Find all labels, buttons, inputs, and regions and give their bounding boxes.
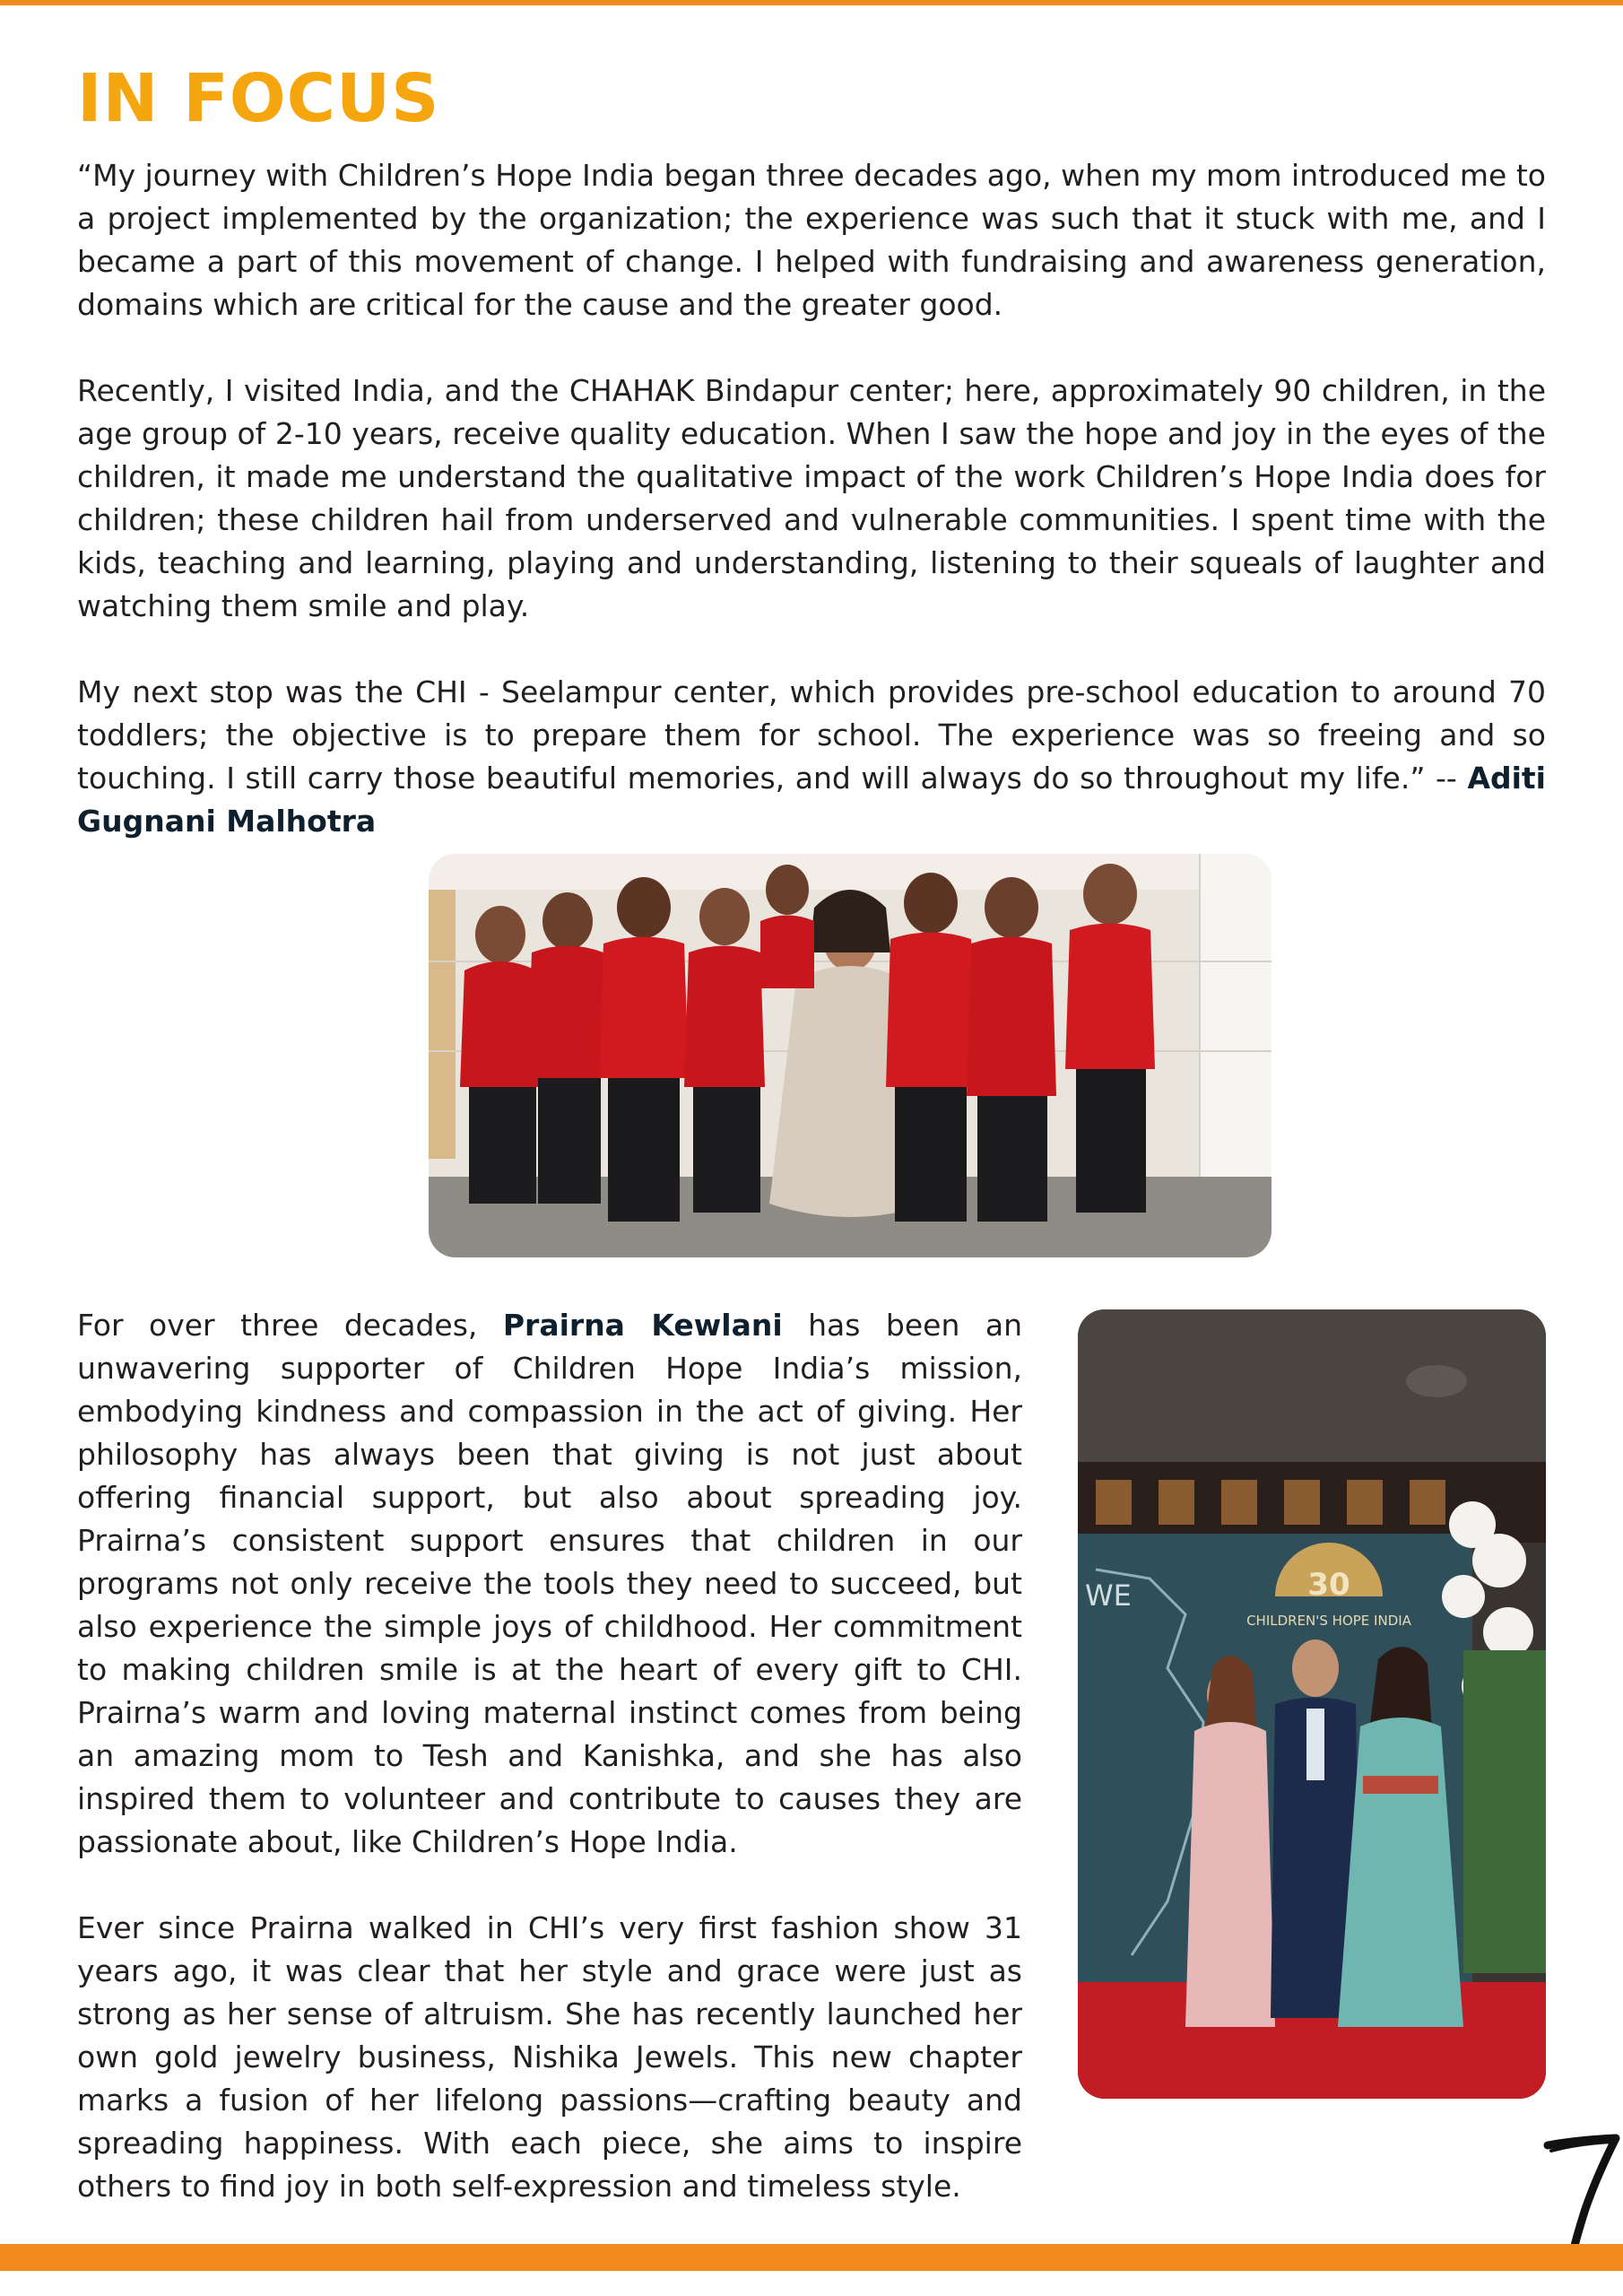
bio-paragraph-1-rest: has been an unwavering supporter of Children Hope India’s mission, embodying kindness and compassion in the act of giving. Her philosophy has always been that giving is not just about offering financial support, but also about spreading joy. Prairna’s consistent support ensures that children in our programs not only receive the tools they need to succeed, but also experience the simple joys of childhood. Her commitment to making children smile is at the heart of every gift to CHI. Prairna’s warm and loving maternal instinct comes from being an amazing mom to Tesh and Kanishka, and she has also inspired them to volunteer and contribute to causes they are passionate about, like Children’s Hope India. — [77, 1308, 1023, 1859]
gala-event-photo-illustration — [1078, 1309, 1546, 2099]
bio-paragraph-1 — [77, 1304, 1022, 1864]
quote-paragraph-3 — [77, 671, 1546, 843]
page-number-text: 7 — [1542, 2133, 1543, 2134]
page-number-7 — [1542, 2133, 1623, 2249]
quote-paragraph-1: “My journey with Children’s Hope India began three decades ago, when my mom introduced me to a project implemented by the organization; the experience was such that it stuck with me, and I became a part of this movement of change. I helped with fundraising and awareness generation, domains which are critical for the cause and the greater good. — [77, 158, 1546, 322]
children-group-photo — [429, 854, 1271, 1257]
page-heading: IN FOCUS — [77, 60, 440, 137]
quote-paragraph-3-text: My next stop was the CHI - Seelampur center, which provides pre-school education to around 70 toddlers; the objective is to prepare them for school. The experience was so freeing and so touching. I still carry those beautiful memories, and will always do so throughout my life.” -- — [77, 674, 1546, 796]
supporter-name: Prairna Kewlani — [502, 1308, 783, 1343]
bio-paragraph-1-lead: For over three decades, — [77, 1308, 503, 1343]
children-group-photo-illustration — [429, 854, 1271, 1257]
testimonial-quote — [77, 154, 1546, 843]
bottom-accent-bar — [0, 2244, 1623, 2271]
quote-author: Aditi Gugnani Malhotra — [77, 761, 1546, 839]
backdrop-we-text: WE — [1085, 1578, 1132, 1613]
logo-text: CHILDREN'S HOPE INDIA — [1246, 1613, 1411, 1629]
bio-paragraph-2: Ever since Prairna walked in CHI’s very first fashion show 31 years ago, it was clear that her style and grace were just as strong as her sense of altruism. She has recently launched her own gold jewelry business, Nishika Jewels. This new chapter marks a fusion of her lifelong passions—crafting beauty and spreading happiness. With each piece, she aims to inspire others to find joy in both self-expression and timeless style. — [77, 1910, 1022, 2204]
top-accent-bar — [0, 0, 1623, 5]
prairna-bio — [77, 1304, 1022, 2208]
gala-event-photo — [1078, 1309, 1546, 2099]
quote-paragraph-2: Recently, I visited India, and the CHAHAK Bindapur center; here, approximately 90 children, in the age group of 2-10 years, receive quality education. When I saw the hope and joy in the eyes of the children, it made me understand the qualitative impact of the work Children’s Hope India does for children; these children hail from underserved and vulnerable communities. I spent time with the kids, teaching and learning, playing and understanding, listening to their squeals of laughter and watching them smile and play. — [77, 373, 1546, 623]
logo-number: 30 — [1307, 1567, 1350, 1603]
